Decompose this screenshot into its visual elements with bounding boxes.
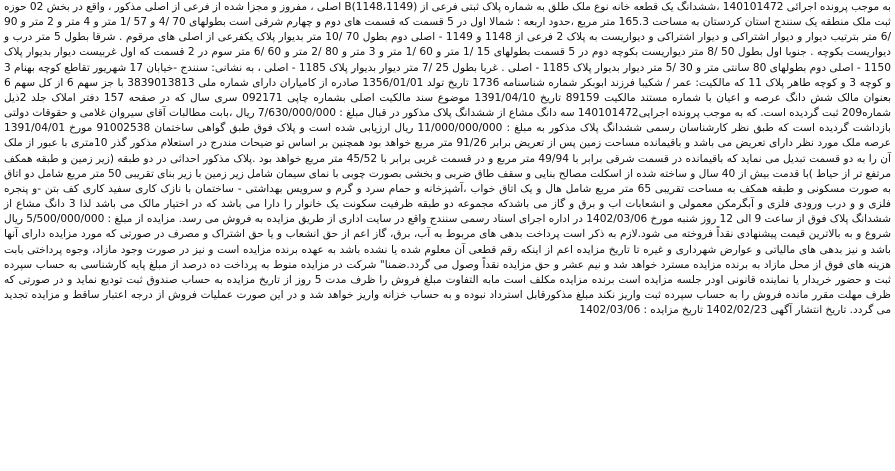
auction-notice-text: به موجب پرونده اجرائی 140101472 ،ششدانگ یک قطعه خانه نوع ملک طلق به شماره پلاک ثبتی فرعی از (B(1148،1149 اصلی ، مفروز و مجزا شده از فرعی از اصلی مذکور ، واقع در بخش 02 حوزه ثبت ملک منطقه یک سنندج استان کردستان به مساحت 165.3 متر مربع ،حدود اربعه : شمالا اول در 5 قسمت که قسمت های دوم و چهارم شرقی است بطولهای 70 /4 و 57 /1 متر و 4 متر و 2 متر و 90 /6 متر بترتیب دیوار و دیوار اشتراکی و دیوار اشتراکی و دیواریست به پلاک 2 فرعی از 1148 و 1149 - اصلی دوم بطول 70 /10 متر بدیوار پلاک یکفرعی از اصلی های مرقوم . شرقا بطول 5 متر درب و دیواریست بکوچه . جنوبا اول بطول 50 /8 متر دیواریست بکوچه دوم در 5 قسمت بطولهای 15 /1 متر و 60 /1 متر و 3 متر و 80 /2 متر و 60 /6 متر سوم در 2 قسمت که اول غربیست دیوار بدیوار پلاک 1150 - اصلی دوم بطولهای 80 سانتی متر و 30 /5 متر دیوار بدیوار پلاک 1185 - اصلی . غربا بطول 25 /7 متر دیوار بدیوار پلاک 1185 - اصلی ، به نشانی: سنندج -خیابان 17 شهریور تقاطع کوچه بهنام 3 و کوچه 3 و کوچه طاهر پلاک 11 که مالکیت: عمر / شکیبا فرزند ابوبکر شماره شناسنامه 1736 تاریخ تولد 1356/01/01 صادره از کامیاران دارای شماره ملی 3839013813 با جز سهم 6 از کل سهم 6 بعنوان مالک شش دانگ عرصه و اعیان با شماره مستند مالکیت 89159 تاریخ 1391/04/10 موضوع سند مالکیت اصلی بشماره چاپی 092171 سری سال که در صفحه 157 دفتر املاک جلد 2ذیل شماره209 ثبت گردیده است. که به موجب پرونده اجرایی140101472 سه دانگ مشاع از ششدانگ پلاک مذکور در قبال مبلغ : 7/630/000/000 ریال ،بابت مطالبات آقای سیروان غلامی و حقوقات دولتی بازداشت گردیده است که طبق نظر کارشناسان رسمی ششدانگ پلاک مذکور به مبلغ : 11/000/000/000 ریال ارزیابی شده است و پلاک فوق طبق گواهی ساختمان 91002538 مورخ 1391/04/01 عرصه ملک مورد نظر دارای تعریض می باشد و باقیمانده مساحت زمین پس از تعریض برابر 91/26 متر مربع خواهد بود همچنین بر اساس تو ضیحات مندرج در استعلام مذکور گذر 10متری با عبور از ملک آن را به دو قسمت تبدیل می نماید که باقیمانده در قسمت شرقی برابر با 49/94 متر مربع و در قسمت غربی برابر با 45/52 متر مربع خواهد بود .پلاک مذکور احداثی در دو طبقه (زیر زمین و طبقه همکف مرتفع تر از حیاط )با قدمت بیش از 40 سال و ساخته شده از اسکلت مصالح بنایی و سقف طاق ضربی و بخشی بصورت چوبی با نمای سیمان شامل زیر زمین با زیر بنای تقریبی 50 متر مربع شامل دو اتاق به صورت مسکونی و طبقه همکف به مساحت تقریبی 65 متر مربع شامل هال و یک اتاق خواب ،آشپزخانه و حمام سرد و گرم و سرویس بهداشتی - ساختمان با نازک کاری سفید کاری کف بتن -و پنجره فلزی و و درب ورودی فلزی و آبگرمکن معمولی و انشعابات اب و برق و گاز می باشدکه مجموعه دو طبقه ظرفیت سکونت یک خانوار را دارا می باشد که در اختیار مالک می باشد لذا 3 دانگ مشاع از ششدانگ پلاک فوق از ساعت 9 الی 12 روز شنبه مورخ 1402/03/06 در اداره اجرای اسناد رسمی سنندج واقع در سایت اداری از طریق مزایده به فروش می رسد. مزایده از مبلغ : 5/500/000/000 ریال شروع و به بالاترین قیمت پیشنهادی نقداً فروخته می شود.لازم به ذکر است پرداخت بدهی های مربوط به آب، برق، گاز اعم از حق انشعاب و یا حق اشتراک و مصرف در صورتی که مورد مزایده دارای آنها باشد و نیز بدهی های مالیاتی و عوارض شهرداری و غیره تا تاریخ مزایده اعم از اینکه رقم قطعی آن معلوم شده یا نشده باشد به عهده برنده مزایده است و نیز در صورت وجود مازاد، وجوه پرداختی بابت هزینه های فوق از محل مازاد به برنده مزایده مسترد خواهد شد و نیم عشر و حق مزایده نقداً وصول می گردد.ضمنا" شرکت در مزایده منوط به پرداخت ده درصد از مبلغ پایه کارشناسی به حساب سپرده ثبت و حضور خریدار یا نماینده قانونی اودر جلسه مزایده است برنده مزایده مکلف است مابه التفاوت مبلغ فروش را ظرف مدت 5 روز از تاریخ مزایده به حساب صندوق ثبت تودیع نماید و در صورتی که ظرف مهلت مقرر مانده فروش را به حساب سپرده ثبت واریز نکند مبلغ مذکورقابل استرداد نبوده و به حساب خزانه واریز خواهد شد و در این صورت عملیات فروش از درجه اعتبار ساقط و مزایده تجدید می گردد. تاریخ انتشار آگهی 1402/02/23 تاریخ مزایده : 1402/03/06 [4,1,892,317]
